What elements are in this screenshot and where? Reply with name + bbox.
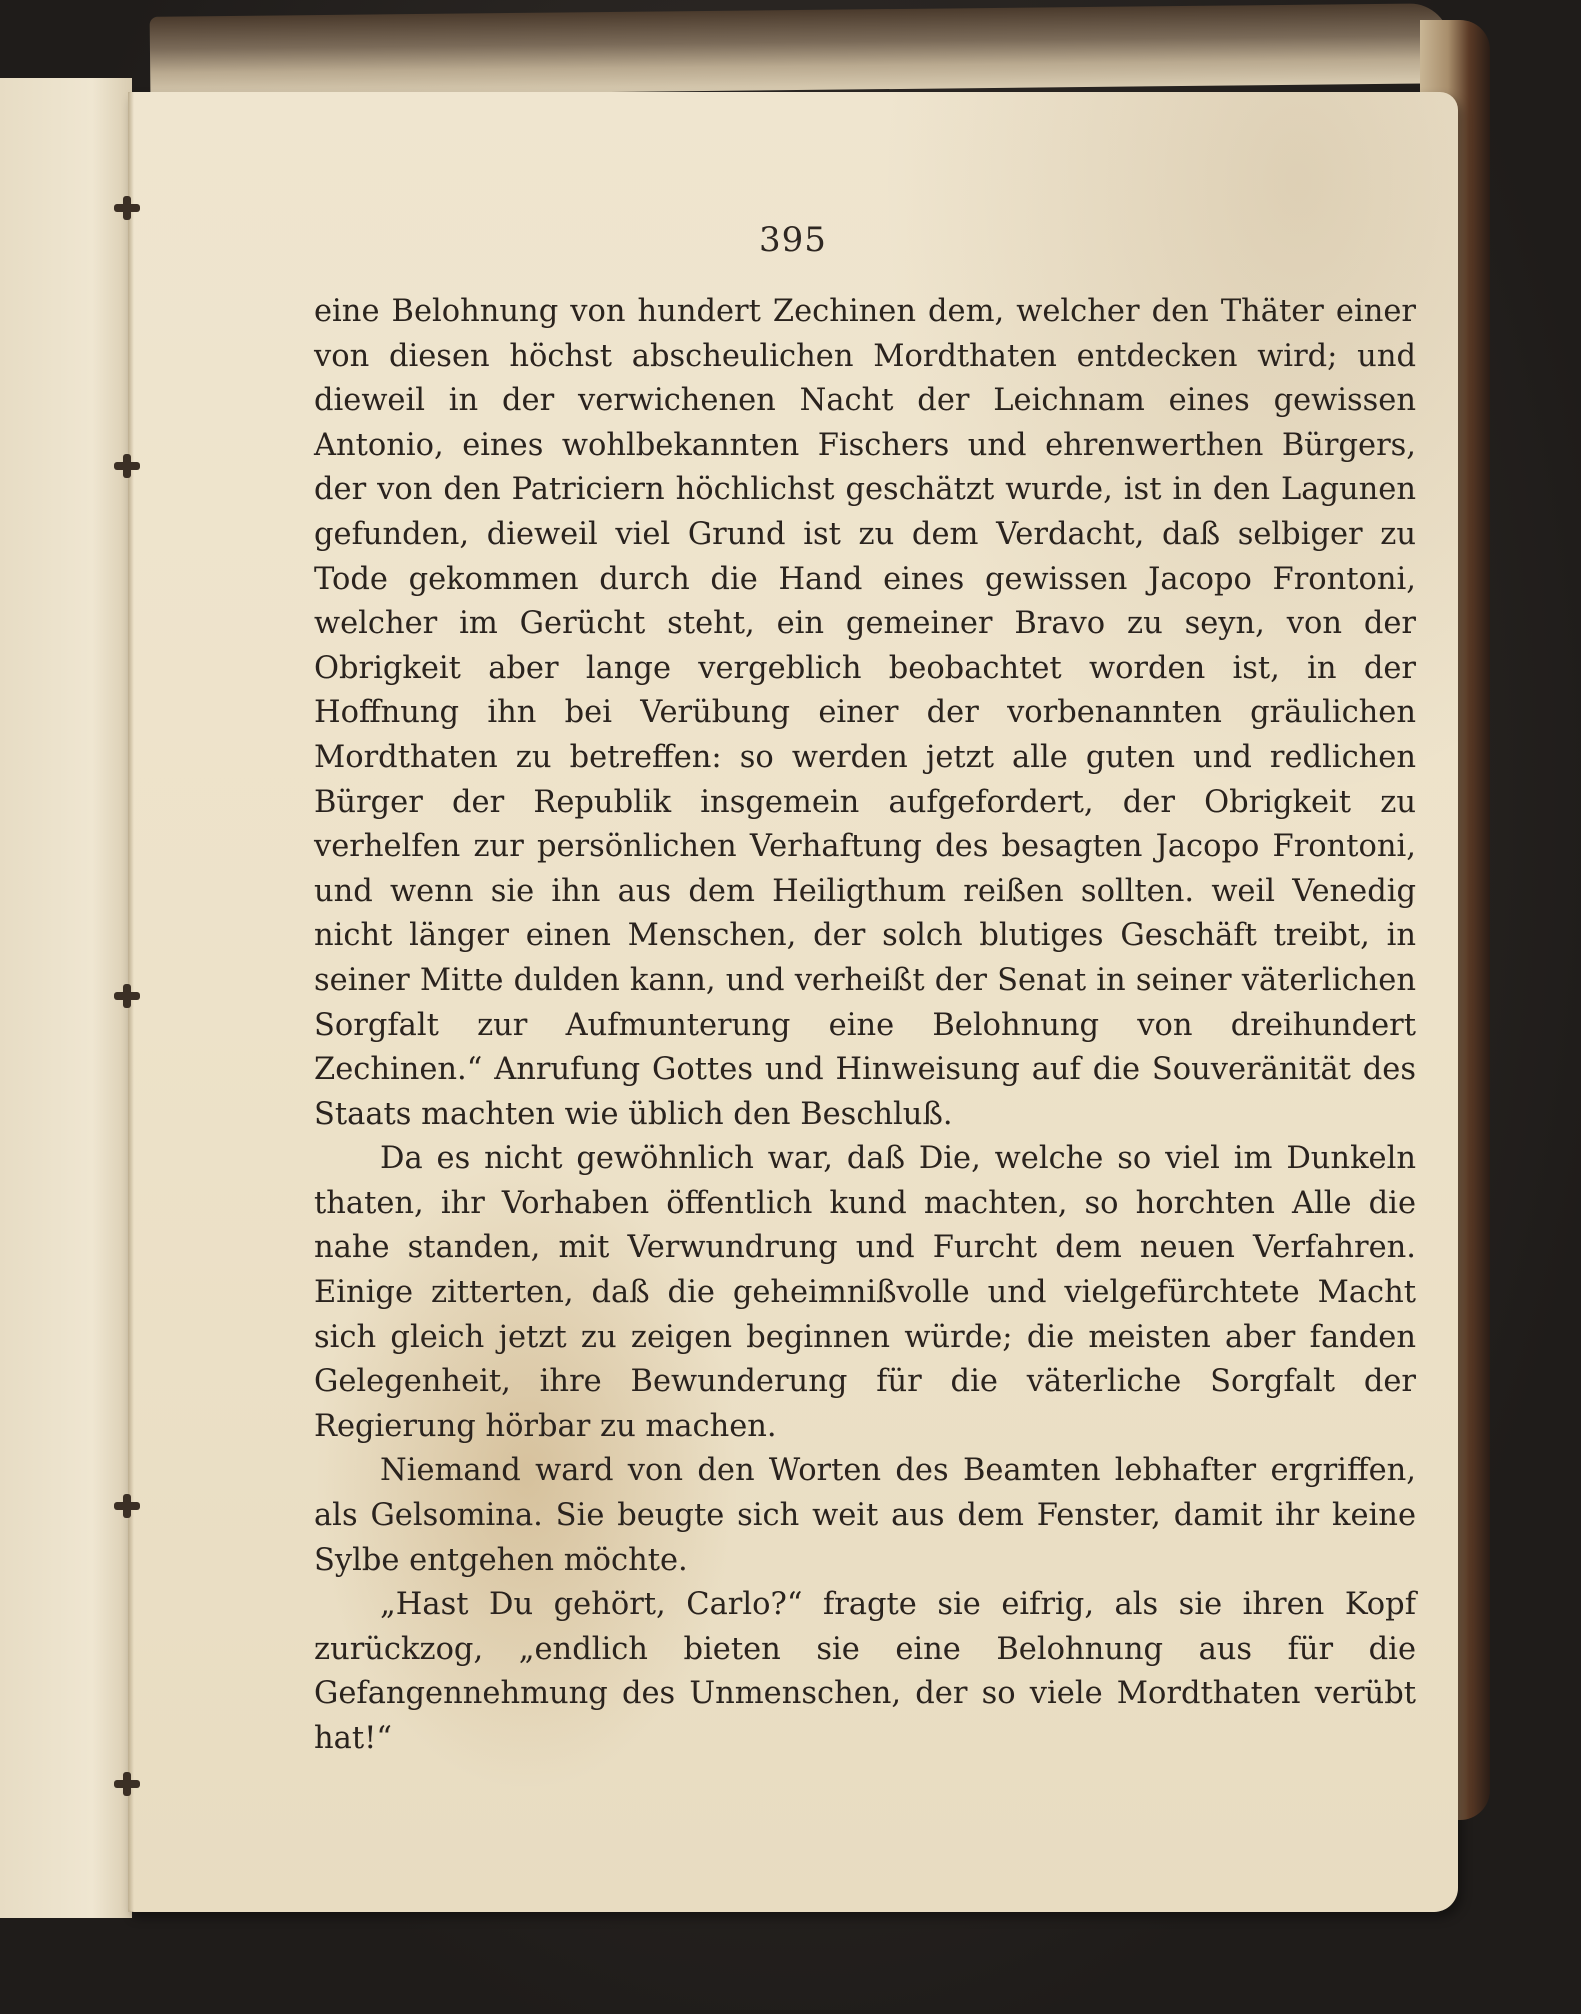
body-text: [314, 290, 1416, 1762]
left-page-margin: [0, 78, 132, 1918]
binding-stitch: [114, 1502, 140, 1510]
paragraph-3: Niemand ward von den Worten des Beamten lebhafter ergriffen, als Gelsomina. Sie beugte sich weit aus dem Fenster, damit ihr keine Sylbe entgehen möchte.: [314, 1453, 1416, 1578]
binding-stitch: [114, 1780, 140, 1788]
binding-stitch: [114, 462, 140, 470]
binding-stitch: [114, 992, 140, 1000]
paragraph-4: „Hast Du gehört, Carlo?“ fragte sie eifrig, als sie ihren Kopf zurückzog, „endlich bieten sie eine Belohnung aus für die Gefangennehmung des Unmenschen, der so viele Mordthaten verübt hat!“: [314, 1587, 1416, 1756]
book-page: [128, 92, 1458, 1912]
page-edge-stack: [150, 3, 1451, 97]
paragraph-2: Da es nicht gewöhnlich war, daß Die, welche so viel im Dunkeln thaten, ihr Vorhaben öffentlich kund machten, so horchten Alle die nahe standen, mit Verwundrung und Furcht dem neuen Verfahren. Einige zitterten, daß die geheimnißvolle und vielgefürchtete Macht sich gleich jetzt zu zeigen beginnen würde; die meisten aber fanden Gelegenheit, ihre Bewunderung für die väterliche Sorgfalt der Regierung hörbar zu machen.: [314, 1141, 1416, 1444]
paragraph-1: eine Belohnung von hundert Zechinen dem, welcher den Thäter einer von diesen höchst abscheulichen Mordthaten entdecken wird; und dieweil in der verwichenen Nacht der Leichnam eines gewissen Antonio, eines wohlbekannten Fischers und ehrenwerthen Bürgers, der von den Patriciern höchlichst geschätzt wurde, ist in den Lagunen gefunden, dieweil viel Grund ist zu dem Verdacht, daß selbiger zu Tode gekommen durch die Hand eines gewissen Jacopo Frontoni, welcher im Gerücht steht, ein gemeiner Bravo zu seyn, von der Obrigkeit aber lange vergeblich beobachtet worden ist, in der Hoffnung ihn bei Verübung einer der vorbenannten gräulichen Mordthaten zu betreffen: so werden jetzt alle guten und redlichen Bürger der Republik insgemein aufgefordert, der Obrigkeit zu verhelfen zur persönlichen Verhaftung des besagten Jacopo Frontoni, und wenn sie ihn aus dem Heiligthum reißen sollten. weil Venedig nicht länger einen Menschen, der solch blutiges Geschäft treibt, in seiner Mitte dulden kann, und verheißt der Senat in seiner väterlichen Sorgfalt zur Aufmunterung eine Belohnung von dreihundert Zechinen.“ Anrufung Gottes und Hinweisung auf die Souveränität des Staats machten wie üblich den Beschluß.: [314, 294, 1416, 1132]
page-number: 395: [759, 220, 827, 260]
binding-stitch: [114, 204, 140, 212]
